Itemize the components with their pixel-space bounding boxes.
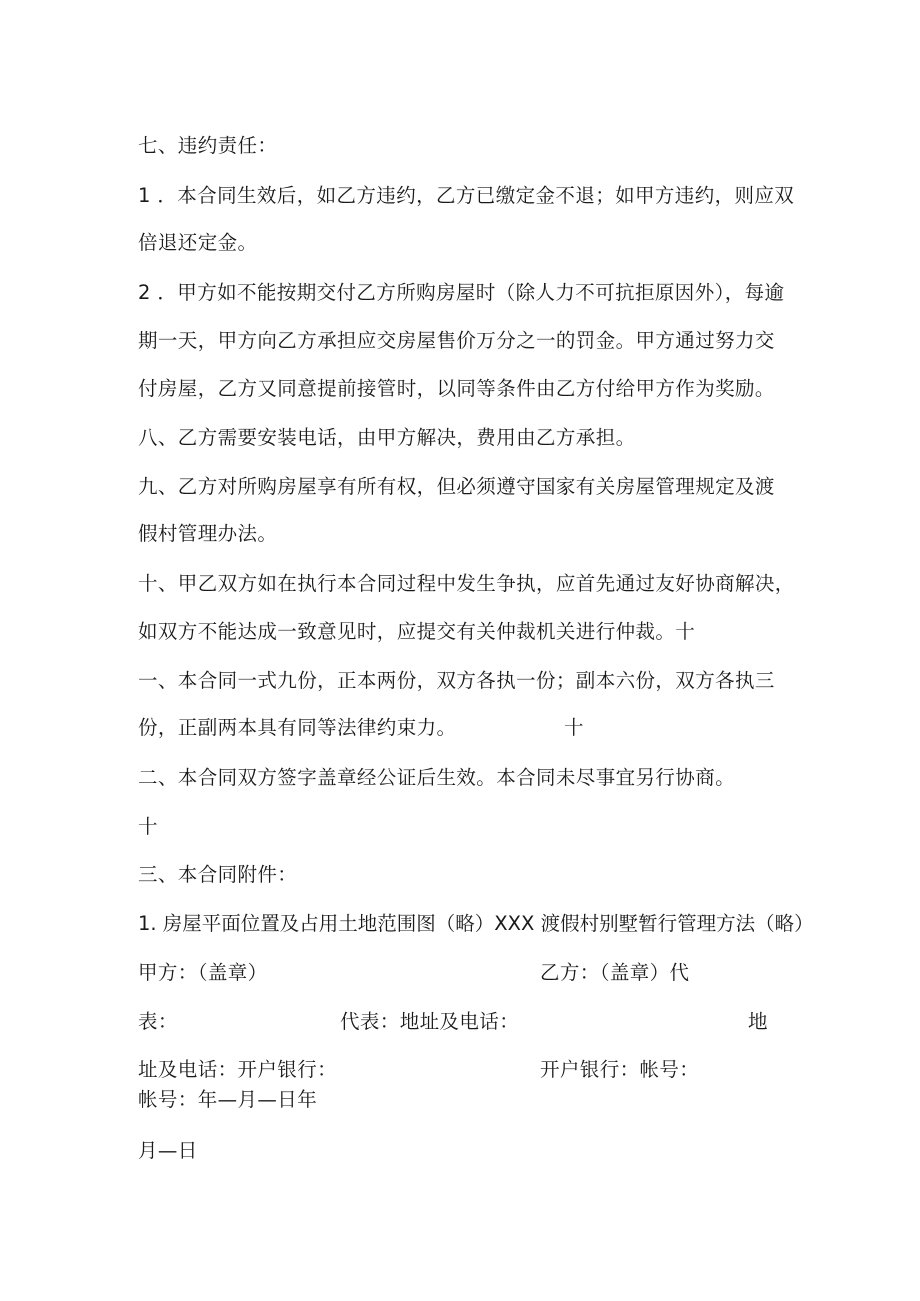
section-10-line-1: 十、甲乙双方如在执行本合同过程中发生争执，应首先通过友好协商解决， bbox=[138, 572, 795, 595]
section-7-heading: 七、违约责任： bbox=[138, 134, 278, 157]
account-date-label: 帐号：年—月—日年 bbox=[138, 1088, 318, 1111]
party-a-seal-label: 甲方：（盖章） bbox=[138, 961, 268, 984]
section-8-text: 八、乙方需要安装电话，由甲方解决，费用由乙方承担。 bbox=[138, 426, 636, 449]
section-9-line-2: 假村管理办法。 bbox=[138, 522, 278, 545]
section-10-line-2: 如双方不能达成一致意见时，应提交有关仲裁机关进行仲裁。十 bbox=[138, 620, 696, 643]
party-b-bank-account-label: 开户银行：帐号： bbox=[540, 1058, 700, 1081]
party-b-seal-label: 乙方：（盖章）代 bbox=[540, 961, 690, 984]
attachment-1-text: 1. 房屋平面位置及占用土地范围图（略）XXX 渡假村别墅暂行管理方法（略） bbox=[138, 912, 814, 935]
clause-7-2-line-3: 付房屋，乙方又同意提前接管时，以同等条件由乙方付给甲方作为奖励。 bbox=[138, 377, 775, 400]
section-13-number-fragment: 十 bbox=[138, 815, 158, 838]
representative-address-phone-label: 代表：地址及电话： bbox=[340, 1010, 520, 1033]
party-a-representative-label: 表： bbox=[138, 1010, 178, 1033]
section-11-line-1: 一、本合同一式九份，正本两份，双方各执一份；副本六份，双方各执三 bbox=[138, 669, 775, 692]
section-12-text: 二、本合同双方签字盖章经公证后生效。本合同未尽事宜另行协商。 bbox=[138, 766, 736, 789]
clause-7-2-line-2: 期一天，甲方向乙方承担应交房屋售价万分之一的罚金。甲方通过努力交 bbox=[138, 329, 775, 352]
address-phone-bank-label: 址及电话：开户银行： bbox=[138, 1058, 338, 1081]
section-11-line-2: 份，正副两本具有同等法律约束力。 bbox=[138, 716, 457, 739]
date-continuation-label: 月—日 bbox=[138, 1139, 198, 1162]
party-b-address-fragment: 地 bbox=[748, 1010, 768, 1033]
clause-7-1-line-2: 倍退还定金。 bbox=[138, 231, 258, 254]
section-9-line-1: 九、乙方对所购房屋享有所有权，但必须遵守国家有关房屋管理规定及渡 bbox=[138, 475, 775, 498]
clause-7-1-line-1: 1 ．本合同生效后，如乙方违约，乙方已缴定金不退；如甲方违约，则应双 bbox=[138, 184, 795, 207]
section-13-heading: 三、本合同附件： bbox=[138, 863, 298, 886]
clause-7-2-line-1: 2 ．甲方如不能按期交付乙方所购房屋时（除人力不可抗拒原因外），每逾 bbox=[138, 281, 785, 304]
section-12-number-fragment: 十 bbox=[564, 716, 584, 739]
